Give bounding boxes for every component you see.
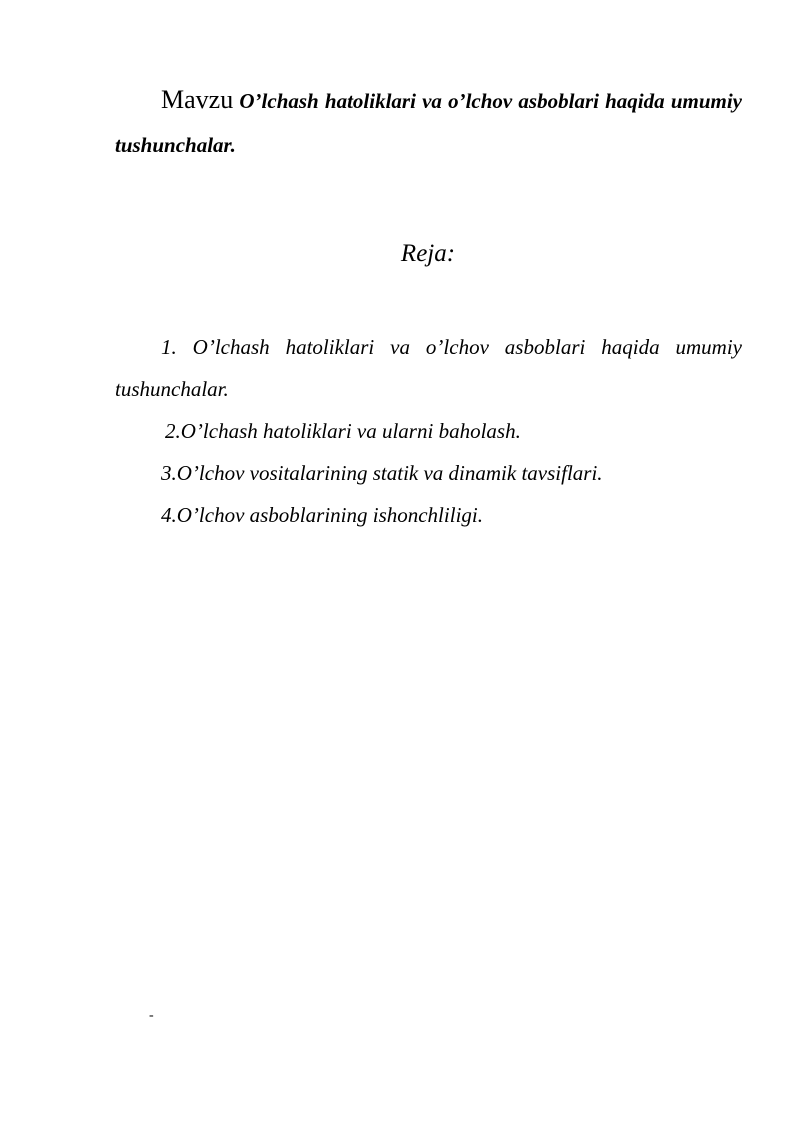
topic-heading xyxy=(115,78,742,167)
topic-title: O’lchash hatoliklari va o’lchov asboblari haqida umumiy tushunchalar. xyxy=(115,89,742,157)
plan-list xyxy=(115,326,742,536)
plan-item-4: 4.O’lchov asboblarining ishonchliligi. xyxy=(161,503,483,527)
plan-item-2: 2.O’lchash hatoliklari va ularni baholash. xyxy=(165,419,521,443)
footer-dash: - xyxy=(149,1008,154,1023)
topic-label: Mavzu xyxy=(161,85,234,114)
plan-heading: Reja: xyxy=(400,240,456,267)
plan-item-1: 1. O’lchash hatoliklari va o’lchov asboblari haqida umumiy tushunchalar. xyxy=(115,335,742,401)
plan-item-3: 3.O’lchov vositalarining statik va dinamik tavsiflari. xyxy=(161,461,603,485)
